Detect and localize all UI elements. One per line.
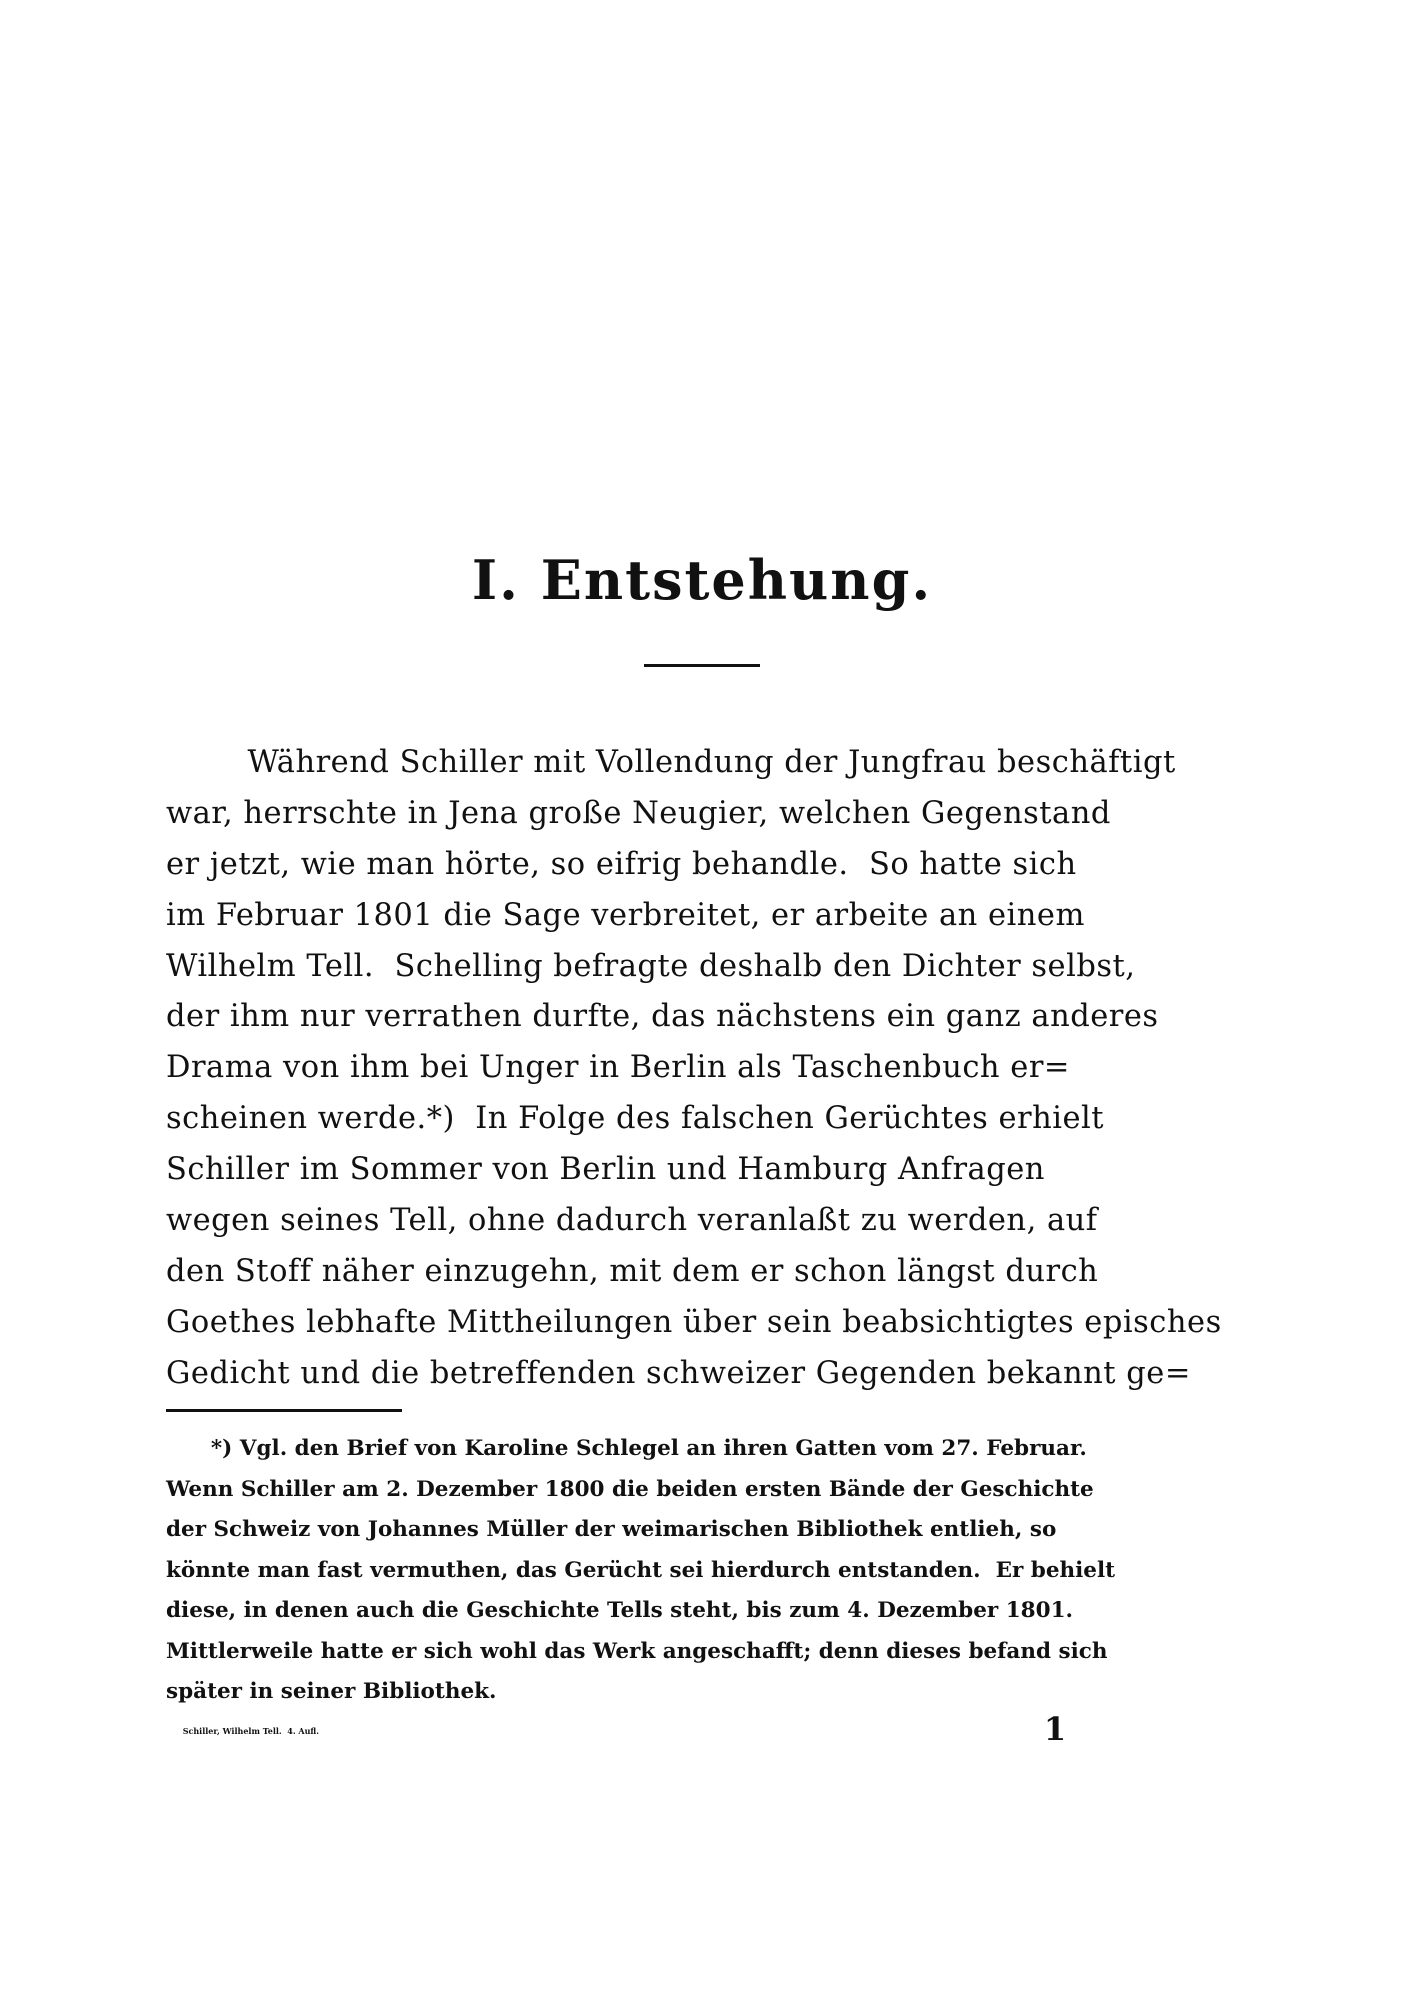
title-divider (644, 664, 760, 667)
body-line: er jetzt, wie man hörte, so eifrig behandle. So hatte sich (166, 846, 1077, 882)
footnote-line: könnte man fast vermuthen, das Gerücht sei hierdurch entstanden. Er behielt (166, 1557, 1116, 1583)
body-line: Wilhelm Tell. Schelling befragte deshalb den Dichter selbst, (166, 948, 1136, 984)
body-line: Während Schiller mit Vollendung der Jungfrau beschäftigt (166, 745, 1176, 780)
body-line: den Stoff näher einzugehn, mit dem er schon längst durch (166, 1253, 1099, 1289)
body-line: Drama von ihm bei Unger in Berlin als Taschenbuch er= (166, 1050, 1070, 1086)
body-paragraph (166, 738, 1240, 1400)
body-line: Gedicht und die betreffenden schweizer Gegenden bekannt ge= (166, 1355, 1191, 1391)
body-line: wegen seines Tell, ohne dadurch veranlaßt zu werden, auf (166, 1203, 1098, 1239)
body-line: Schiller im Sommer von Berlin und Hamburg Anfragen (166, 1152, 1045, 1188)
printer-signature: Schiller, Wilhelm Tell. 4. Aufl. (166, 1726, 320, 1736)
footnote-line: Mittlerweile hatte er sich wohl das Werk angeschafft; denn dieses befand sich (166, 1638, 1108, 1664)
chapter-title: I. Entstehung. (471, 548, 933, 612)
footnote-line: diese, in denen auch die Geschichte Tells steht, bis zum 4. Dezember 1801. (166, 1598, 1074, 1623)
footnote-line: Wenn Schiller am 2. Dezember 1800 die beiden ersten Bände der Geschichte (166, 1476, 1094, 1502)
body-line: Goethes lebhafte Mittheilungen über sein beabsichtigtes episches (166, 1304, 1222, 1340)
body-line: scheinen werde.*) In Folge des falschen Gerüchtes erhielt (166, 1101, 1105, 1137)
footnote-divider (166, 1409, 402, 1412)
footnote (166, 1429, 1240, 1713)
footnote-line: der Schweiz von Johannes Müller der weimarischen Bibliothek entlieh, so (166, 1517, 1057, 1542)
footnote-line: später in seiner Bibliothek. (166, 1679, 497, 1704)
body-line: im Februar 1801 die Sage verbreitet, er arbeite an einem (166, 897, 1085, 933)
body-line: war, herrschte in Jena große Neugier, welchen Gegenstand (166, 795, 1111, 831)
page-number: 1 (1043, 1710, 1067, 1748)
footnote-line: *) Vgl. den Brief von Karoline Schlegel an ihren Gatten vom 27. Februar. (166, 1436, 1087, 1461)
body-line: der ihm nur verrathen durfte, das nächstens ein ganz anderes (166, 999, 1159, 1035)
